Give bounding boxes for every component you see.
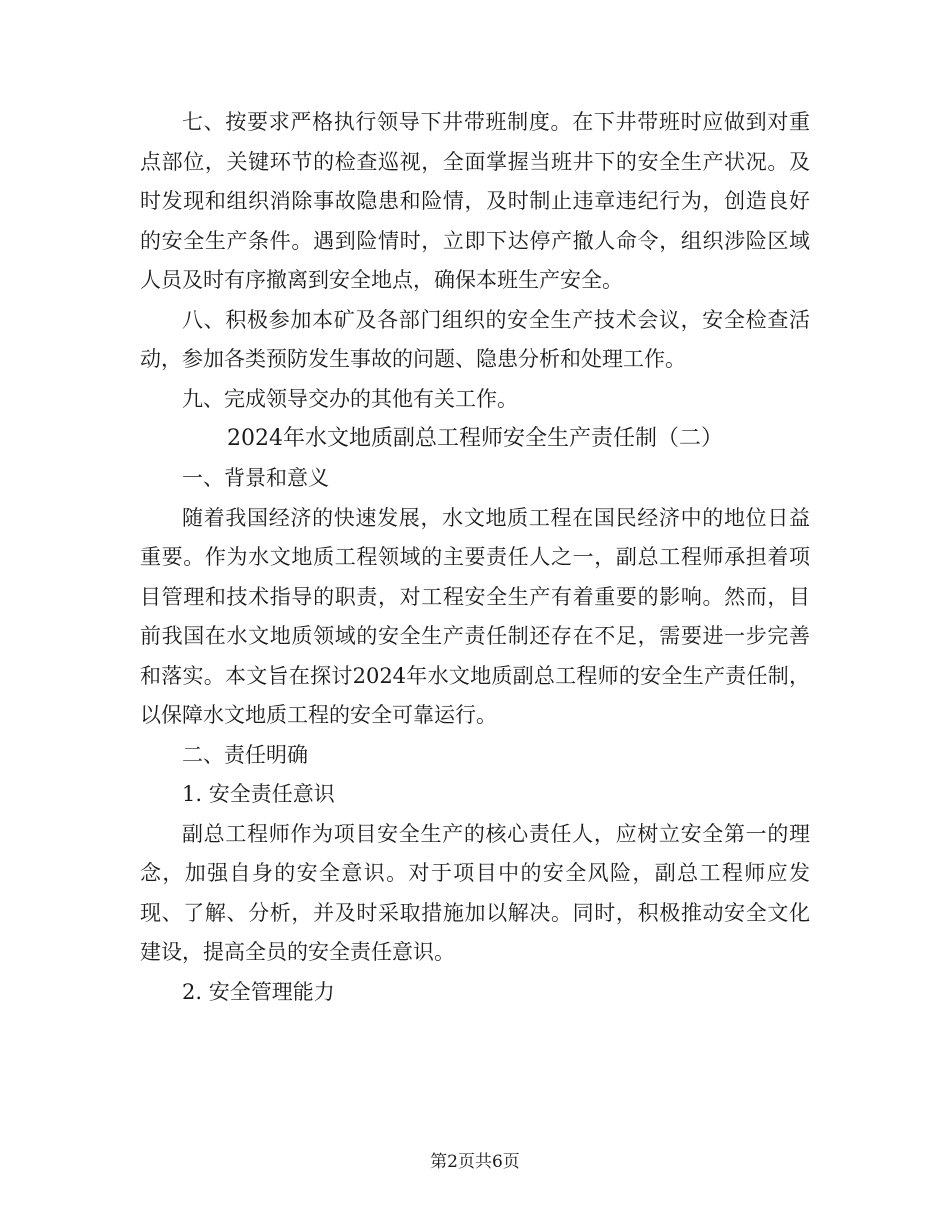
paragraph-safety-awareness: 副总工程师作为项目安全生产的核心责任人，应树立安全第一的理念，加强自身的安全意识。对于项目中的安全风险，副总工程师应发现、了解、分析，并及时采取措施加以解决。同时，积极推动安全文化建设，提高全员的安全责任意识。 xyxy=(140,821,810,964)
heading-responsibility: 二、责任明确 xyxy=(182,742,308,767)
subheading-safety-awareness: 1. 安全责任意识 xyxy=(182,782,335,806)
page-number: 第2页共6页 xyxy=(430,1152,520,1172)
heading-background: 一、背景和意义 xyxy=(182,466,329,490)
document-body xyxy=(140,103,810,1012)
paragraph-nine: 九、完成领导交办的其他有关工作。 xyxy=(182,386,518,411)
section-title: 2024年水文地质副总工程师安全生产责任制（二） xyxy=(227,426,723,451)
paragraph-background: 随着我国经济的快速发展，水文地质工程在国民经济中的地位日益重要。作为水文地质工程领域的主要责任人之一，副总工程师承担着项目管理和技术指导的职责，对工程安全生产有着重要的影响。然而，目前我国在水文地质领域的安全生产责任制还存在不足，需要进一步完善和落实。本文旨在探讨2024年水文地质副总工程师的安全生产责任制，以保障水文地质工程的安全可靠运行。 xyxy=(140,505,810,727)
subheading-safety-management: 2. 安全管理能力 xyxy=(182,979,335,1004)
paragraph-seven: 七、按要求严格执行领导下井带班制度。在下井带班时应做到对重点部位，关键环节的检查巡视，全面掌握当班井下的安全生产状况。及时发现和组织消除事故隐患和险情，及时制止违章违纪行为，创造良好的安全生产条件。遇到险情时，立即下达停产撤人命令，组织涉险区域人员及时有序撤离到安全地点，确保本班生产安全。 xyxy=(140,110,810,292)
paragraph-eight: 八、积极参加本矿及各部门组织的安全生产技术会议，安全检查活动，参加各类预防发生事故的问题、隐患分析和处理工作。 xyxy=(140,307,810,371)
